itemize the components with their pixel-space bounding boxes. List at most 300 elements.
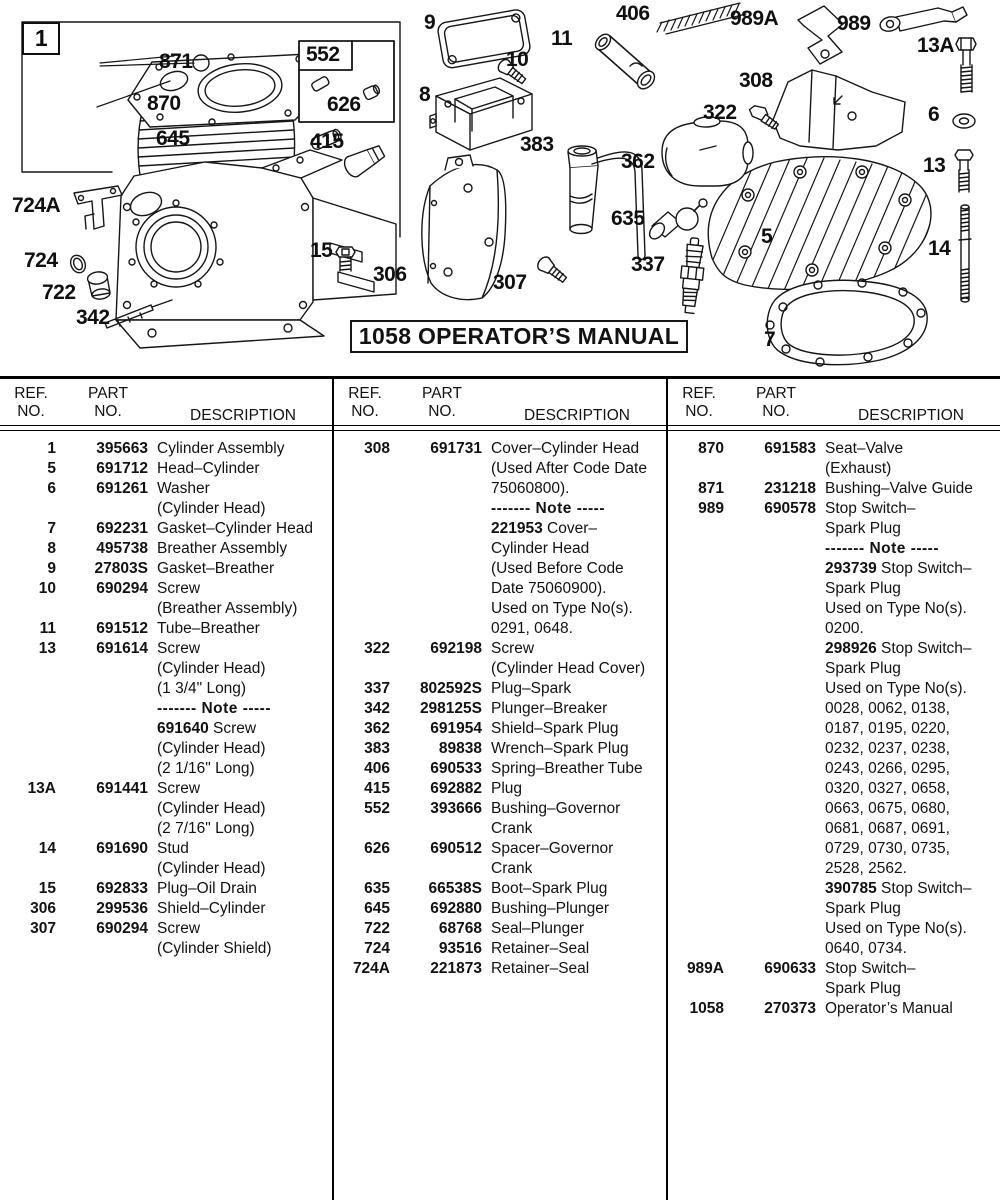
ref-no: 13	[38, 640, 56, 657]
ref-no	[668, 979, 724, 999]
ref-no: 1	[47, 440, 56, 457]
column-rows	[668, 426, 1000, 1019]
table-row	[668, 859, 1000, 879]
ref-no	[0, 599, 56, 619]
column-rows	[0, 426, 332, 959]
description: Used on Type No(s).	[491, 600, 633, 617]
description: Gasket–Breather	[157, 560, 275, 577]
part-no	[56, 719, 148, 739]
part-724-retainer	[68, 253, 88, 275]
part-no	[390, 559, 482, 579]
part-no: 66538S	[428, 880, 482, 897]
description: 0640, 0734.	[825, 940, 907, 957]
description: 0187, 0195, 0220,	[825, 720, 950, 737]
ref-no	[334, 459, 390, 479]
part-no	[724, 539, 816, 559]
ref-no: 9	[47, 560, 56, 577]
description: Shield–Cylinder	[157, 900, 266, 917]
table-row	[0, 859, 332, 879]
description: Bushing–Plunger	[491, 900, 610, 917]
diagram-label-5: 5	[761, 225, 773, 248]
ref-no	[334, 539, 390, 559]
part-no	[390, 479, 482, 499]
description: (Cylinder Head Cover)	[491, 660, 646, 677]
part-362-shield	[662, 116, 753, 186]
table-row	[668, 479, 1000, 499]
part-no	[724, 819, 816, 839]
description: Washer	[157, 480, 210, 497]
part-6-washer	[953, 114, 975, 128]
table-row	[668, 719, 1000, 739]
part-no	[390, 459, 482, 479]
description: Screw	[157, 780, 201, 797]
diagram-label-308: 308	[739, 69, 773, 92]
part-no	[724, 859, 816, 879]
ref-no	[0, 819, 56, 839]
table-row	[0, 819, 332, 839]
ref-no: 406	[364, 760, 390, 777]
part-no: 691712	[96, 460, 148, 477]
description: Spark Plug	[825, 520, 901, 537]
part-no: 692880	[430, 900, 482, 917]
part-no	[390, 859, 482, 879]
part-no: 691614	[96, 640, 148, 657]
diagram-label-306: 306	[373, 263, 407, 286]
table-row	[334, 579, 666, 599]
part-989-stop-switch	[879, 7, 967, 33]
ref-no	[668, 739, 724, 759]
table-row	[668, 879, 1000, 899]
table-row	[0, 439, 332, 459]
table-row	[334, 459, 666, 479]
part-no	[56, 679, 148, 699]
table-row	[668, 599, 1000, 619]
description: Date 75060900).	[491, 580, 607, 597]
ref-no: 7	[47, 520, 56, 537]
description: Cylinder Assembly	[157, 440, 285, 457]
table-row	[0, 639, 332, 659]
description: ------- Note -----	[157, 700, 271, 717]
description: Wrench–Spark Plug	[491, 740, 629, 757]
part-no	[724, 919, 816, 939]
diagram-label-10: 10	[506, 48, 529, 71]
description-header: DESCRIPTION	[858, 407, 964, 424]
ref-no: 308	[364, 440, 390, 457]
description: (Cylinder Head)	[157, 500, 266, 517]
table-row	[334, 539, 666, 559]
table-row	[334, 619, 666, 639]
part-415-plug	[341, 141, 387, 179]
description-header: DESCRIPTION	[190, 407, 296, 424]
description: 221953 Cover–	[491, 520, 598, 537]
description: ------- Note -----	[825, 540, 939, 557]
ref-no	[0, 659, 56, 679]
description: Stop Switch–	[825, 960, 916, 977]
diagram-label-724: 724	[24, 249, 58, 272]
table-row	[334, 759, 666, 779]
part-no	[56, 799, 148, 819]
ref-no: 724A	[352, 960, 390, 977]
ref-no	[668, 859, 724, 879]
ref-no	[334, 599, 390, 619]
description: Screw	[157, 580, 201, 597]
table-row	[334, 799, 666, 819]
table-row	[334, 479, 666, 499]
table-row	[0, 459, 332, 479]
diagram-label-989A: 989A	[730, 7, 779, 30]
ref-no	[0, 719, 56, 739]
ref-no	[334, 519, 390, 539]
diagram-label-415: 415	[310, 130, 344, 153]
ref-no: 626	[364, 840, 390, 857]
column-header	[334, 379, 666, 426]
ref-no	[668, 559, 724, 579]
table-row	[0, 579, 332, 599]
part-308-cover	[773, 70, 905, 150]
table-row	[0, 799, 332, 819]
ref-no: 13A	[27, 780, 56, 797]
part-no	[724, 799, 816, 819]
part-no: 690533	[430, 760, 482, 777]
part-no	[56, 499, 148, 519]
ref-no: 722	[364, 920, 390, 937]
diagram-label-342: 342	[76, 306, 110, 329]
ref-no	[0, 859, 56, 879]
ref-no: 383	[364, 740, 390, 757]
ref-no: 645	[364, 900, 390, 917]
part-no-header: PART NO.	[88, 385, 128, 420]
part-no-header: PART NO.	[756, 385, 796, 420]
table-row	[0, 739, 332, 759]
ref-no	[334, 559, 390, 579]
part-no: 393666	[430, 800, 482, 817]
ref-no: 870	[698, 440, 724, 457]
table-row	[334, 779, 666, 799]
ref-no	[668, 539, 724, 559]
table-row	[668, 459, 1000, 479]
exploded-diagram	[0, 0, 1000, 376]
description: Spark Plug	[825, 580, 901, 597]
description: Plug–Spark	[491, 680, 572, 697]
column-header	[0, 379, 332, 426]
diagram-label-14: 14	[928, 237, 951, 260]
diagram-label-8: 8	[419, 83, 431, 106]
description: Retainer–Seal	[491, 940, 590, 957]
part-no: 691261	[96, 480, 148, 497]
description: 293739 Stop Switch–	[825, 560, 972, 577]
part-7-gasket	[766, 279, 927, 366]
description: Tube–Breather	[157, 620, 260, 637]
table-row	[334, 839, 666, 859]
description: Operator’s Manual	[825, 1000, 953, 1017]
table-row	[0, 619, 332, 639]
part-no	[56, 739, 148, 759]
ref-no-header: REF. NO.	[348, 385, 382, 420]
description: Screw	[157, 920, 201, 937]
diagram-label-406: 406	[616, 2, 650, 25]
part-no: 692882	[430, 780, 482, 797]
diagram-label-337: 337	[631, 253, 665, 276]
description: Bushing–Valve Guide	[825, 480, 973, 497]
ref-no	[668, 919, 724, 939]
part-no: 221873	[430, 960, 482, 977]
part-no	[724, 599, 816, 619]
description: Crank	[491, 860, 533, 877]
table-row	[334, 599, 666, 619]
table-row	[0, 779, 332, 799]
ref-no: 306	[30, 900, 56, 917]
part-no	[724, 619, 816, 639]
part-no: 68768	[438, 920, 482, 937]
ref-no	[334, 499, 390, 519]
part-no	[390, 819, 482, 839]
table-row	[668, 559, 1000, 579]
description: Seal–Plunger	[491, 920, 585, 937]
ref-no: 415	[364, 780, 390, 797]
table-row	[334, 819, 666, 839]
table-row	[334, 859, 666, 879]
description: (Cylinder Head)	[157, 660, 266, 677]
part-no: 802592S	[419, 680, 482, 697]
table-row	[334, 559, 666, 579]
part-no	[56, 819, 148, 839]
part-no	[724, 699, 816, 719]
description: (2 1/16" Long)	[157, 760, 255, 777]
description: Spring–Breather Tube	[491, 760, 643, 777]
table-row	[668, 699, 1000, 719]
description: Crank	[491, 820, 533, 837]
table-row	[0, 879, 332, 899]
ref-no-header: REF. NO.	[14, 385, 48, 420]
table-row	[668, 779, 1000, 799]
diagram-label-13A: 13A	[917, 34, 955, 57]
description: Spacer–Governor	[491, 840, 614, 857]
part-no	[56, 699, 148, 719]
part-no: 395663	[96, 440, 148, 457]
ref-no: 14	[38, 840, 56, 857]
part-no	[390, 539, 482, 559]
part-no: 691512	[96, 620, 148, 637]
description: Boot–Spark Plug	[491, 880, 608, 897]
description: (1 3/4" Long)	[157, 680, 247, 697]
table-row	[668, 979, 1000, 999]
ref-no	[668, 579, 724, 599]
part-no: 93516	[438, 940, 482, 957]
description: (Cylinder Shield)	[157, 940, 272, 957]
description: 0729, 0730, 0735,	[825, 840, 950, 857]
table-row	[0, 659, 332, 679]
diagram-label-15: 15	[310, 239, 333, 262]
part-no	[724, 579, 816, 599]
ref-no	[668, 879, 724, 899]
part-no: 27803S	[94, 560, 148, 577]
part-no: 691441	[96, 780, 148, 797]
description: (Used Before Code	[491, 560, 624, 577]
table-row	[334, 499, 666, 519]
table-row	[668, 579, 1000, 599]
part-no: 231218	[764, 480, 816, 497]
table-row	[0, 839, 332, 859]
part-no	[724, 519, 816, 539]
description: Retainer–Seal	[491, 960, 590, 977]
part-13A-screw	[956, 38, 976, 92]
table-row	[668, 799, 1000, 819]
part-722-seal	[87, 271, 111, 301]
table-row	[334, 719, 666, 739]
part-no-header: PART NO.	[422, 385, 462, 420]
table-row	[334, 739, 666, 759]
diagram-label-989: 989	[837, 12, 871, 35]
table-row	[668, 919, 1000, 939]
ref-no	[334, 579, 390, 599]
table-row	[668, 639, 1000, 659]
column-header	[668, 379, 1000, 426]
diagram-label-635: 635	[611, 207, 645, 230]
part-no: 298125S	[419, 700, 482, 717]
description: Screw	[491, 640, 535, 657]
part-no	[724, 839, 816, 859]
table-row	[334, 919, 666, 939]
description: 0320, 0327, 0658,	[825, 780, 950, 797]
description: Cover–Cylinder Head	[491, 440, 640, 457]
description: 0232, 0237, 0238,	[825, 740, 950, 757]
part-no: 691954	[430, 720, 482, 737]
part-no	[724, 459, 816, 479]
ref-no	[668, 659, 724, 679]
part-no	[724, 679, 816, 699]
ref-no: 1058	[689, 1000, 724, 1017]
part-8-breather	[430, 78, 532, 150]
description: Stud	[157, 840, 189, 857]
table-row	[0, 479, 332, 499]
ref-no	[334, 819, 390, 839]
description: 0681, 0687, 0691,	[825, 820, 950, 837]
ref-no	[0, 699, 56, 719]
part-635-boot	[647, 199, 707, 242]
diagram-label-9: 9	[424, 11, 436, 34]
part-no	[724, 779, 816, 799]
ref-no	[668, 699, 724, 719]
diagram-label-322: 322	[703, 101, 737, 124]
table-row	[668, 679, 1000, 699]
ref-no	[668, 819, 724, 839]
diagram-label-11: 11	[551, 27, 573, 50]
ref-no-header: REF. NO.	[682, 385, 716, 420]
description: 298926 Stop Switch–	[825, 640, 972, 657]
description: Seat–Valve	[825, 440, 904, 457]
table-row	[668, 499, 1000, 519]
part-no	[390, 599, 482, 619]
table-row	[334, 699, 666, 719]
description: ------- Note -----	[491, 500, 605, 517]
description: (2 7/16" Long)	[157, 820, 255, 837]
description: Head–Cylinder	[157, 460, 260, 477]
part-no	[724, 659, 816, 679]
part-no: 692833	[96, 880, 148, 897]
part-no: 270373	[764, 1000, 816, 1017]
part-no: 495738	[96, 540, 148, 557]
ref-no: 337	[364, 680, 390, 697]
description: 0663, 0675, 0680,	[825, 800, 950, 817]
part-307-screw	[535, 255, 569, 286]
ref-no: 6	[47, 480, 56, 497]
ref-no: 362	[364, 720, 390, 737]
part-no	[724, 559, 816, 579]
column-rows	[334, 426, 666, 979]
part-no	[56, 759, 148, 779]
table-row	[668, 619, 1000, 639]
part-no	[724, 879, 816, 899]
ref-no	[668, 759, 724, 779]
table-row	[0, 759, 332, 779]
operators-manual-box: 1058 OPERATOR’S MANUAL	[350, 320, 688, 353]
ref-no	[334, 659, 390, 679]
diagram-label-307: 307	[493, 271, 527, 294]
description: 75060800).	[491, 480, 570, 497]
ref-no	[668, 779, 724, 799]
part-no	[724, 719, 816, 739]
description: 0200.	[825, 620, 864, 637]
ref-no: 11	[39, 620, 56, 637]
part-no	[724, 899, 816, 919]
table-row	[0, 559, 332, 579]
part-no: 691690	[96, 840, 148, 857]
table-row	[668, 759, 1000, 779]
table-row	[668, 999, 1000, 1019]
table-row	[334, 679, 666, 699]
diagram-label-362: 362	[621, 150, 655, 173]
ref-no	[668, 599, 724, 619]
table-row	[668, 819, 1000, 839]
parts-column-2	[332, 379, 666, 1200]
description: Spark Plug	[825, 900, 901, 917]
diagram-label-1: 1	[22, 22, 60, 55]
diagram-label-724A: 724A	[12, 194, 61, 217]
diagram-label-7: 7	[764, 328, 776, 351]
description: Screw	[157, 640, 201, 657]
description: 0243, 0266, 0295,	[825, 760, 950, 777]
description: 691640 Screw	[157, 720, 257, 737]
ref-no	[668, 899, 724, 919]
description: Used on Type No(s).	[825, 920, 967, 937]
description: (Exhaust)	[825, 460, 892, 477]
table-row	[668, 519, 1000, 539]
ref-no: 5	[47, 460, 56, 477]
ref-no: 322	[364, 640, 390, 657]
ref-no: 871	[698, 480, 724, 497]
table-row	[334, 899, 666, 919]
description: Used on Type No(s).	[825, 680, 967, 697]
part-no	[724, 639, 816, 659]
description: (Used After Code Date	[491, 460, 647, 477]
ref-no	[668, 799, 724, 819]
description: 0028, 0062, 0138,	[825, 700, 950, 717]
part-no	[390, 659, 482, 679]
description: Cylinder Head	[491, 540, 590, 557]
ref-no: 10	[38, 580, 56, 597]
description: (Cylinder Head)	[157, 860, 266, 877]
table-row	[668, 939, 1000, 959]
part-no	[56, 859, 148, 879]
part-no	[56, 939, 148, 959]
ref-no: 342	[364, 700, 390, 717]
ref-no	[0, 939, 56, 959]
diagram-label-870: 870	[147, 92, 181, 115]
part-no	[724, 939, 816, 959]
ref-no: 15	[38, 880, 56, 897]
table-row	[668, 659, 1000, 679]
table-row	[0, 899, 332, 919]
